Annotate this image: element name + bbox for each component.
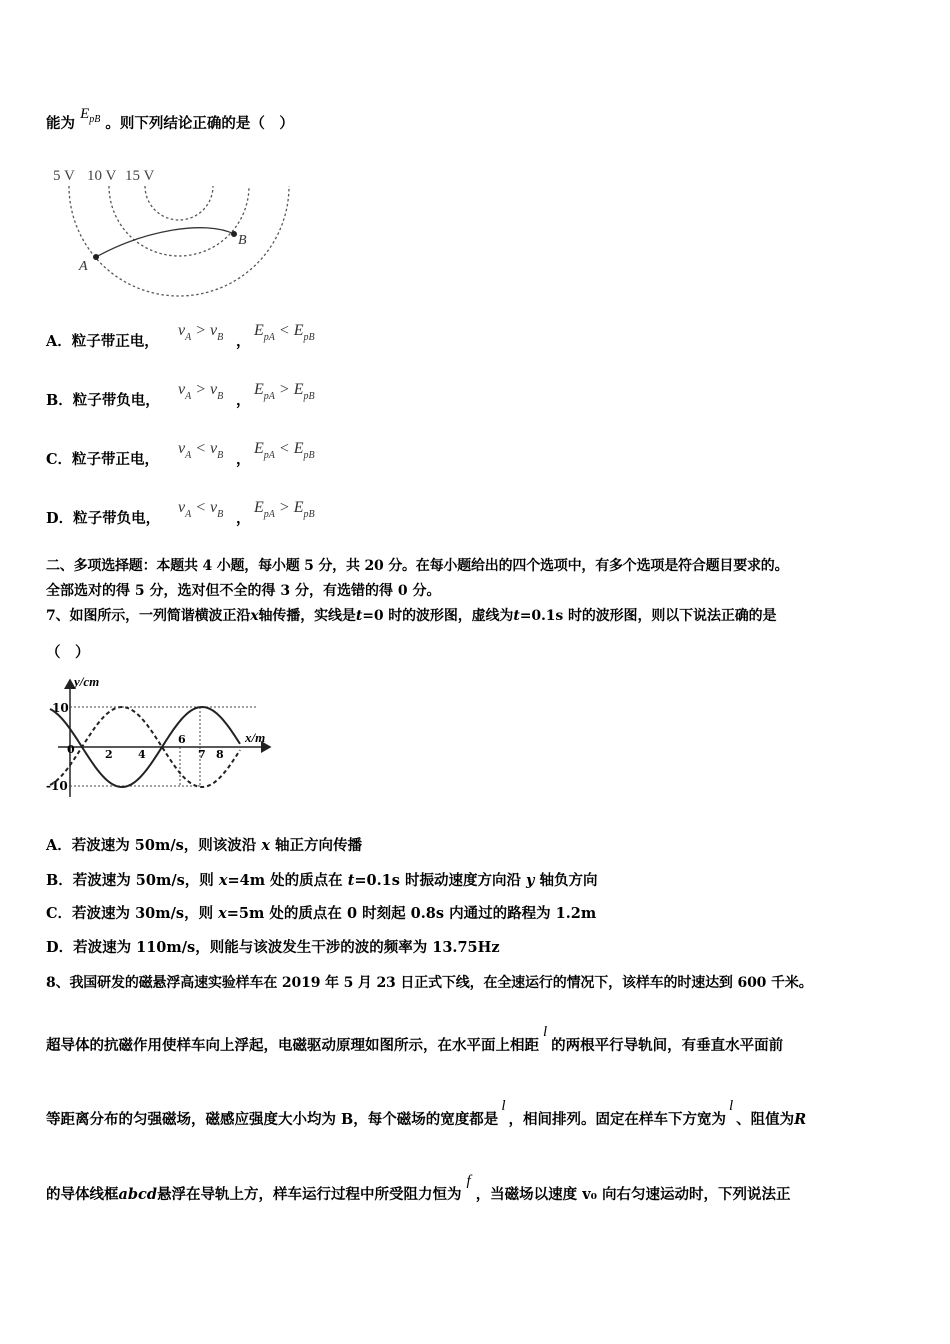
x-axis-label: x/m [245,730,266,745]
label-5v: 5 V [53,168,75,184]
q6-option-a: A．粒子带正电， [46,333,159,350]
q8-line3: 等距离分布的匀强磁场，磁感应强度大小均为 B，每个磁场的宽度都是l，相间排列。固定在样车下方宽为l、阻值为R [46,1098,807,1128]
y-axis-label: y/cm [74,674,100,689]
q7-stem: 7、如图所示，一列简谐横波正沿x轴传播，实线是t=0 时的波形图，虚线为t=0.1s 时的波形图，则以下说法正确的是 [46,608,777,624]
point-a-dot [93,254,99,260]
x-tick-8: 8 [216,748,224,761]
particle-trajectory [96,228,234,257]
q6-option-a-energy: $E_{pA} < E_{pB}$ [254,322,315,343]
q6-option-b-energy: $E_{pA} > E_{pB}$ [254,381,315,402]
label-15v: 15 V [125,168,155,184]
q8-sym-f: f [466,1173,471,1189]
x-tick-2: 2 [105,748,113,761]
q6-option-a-math: $v_A > v_B$ [178,322,224,343]
equipotential-15v [145,186,213,220]
q6-stem [46,106,294,140]
q7-option-b: B．若波速为 50m/s，则 x=4m 处的质点在 t=0.1s 时振动速度方向沿 y 轴负方向 [46,872,598,889]
equipotential-10v [109,186,249,256]
wave-graph [40,672,275,807]
q6-stem-prefix: 能为 [46,115,75,132]
q8-sym-l-2: l [501,1098,506,1114]
y-tick-neg10: -10 [46,779,68,793]
x-tick-4: 4 [138,748,146,761]
q8-line1: 8、我国研发的磁悬浮高速实验样车在 2019 年 5 月 23 日正式下线，在全速运行的情况下，该样车的时速达到 600 千米。 [46,975,813,991]
q8-line4: 的导体线框abcd悬浮在导轨上方，样车运行过程中所受阻力恒为f，当磁场以速度 v₀ 向右匀速运动时，下列说法正 [46,1173,791,1203]
q6-option-c-energy: $E_{pA} < E_{pB}$ [254,440,315,461]
x-tick-7: 7 [198,748,206,761]
q6-option-d: D．粒子带负电， [46,510,161,527]
q8-sym-l-1: l [543,1024,548,1040]
q7-option-a: A．若波速为 50m/s，则该波沿 x 轴正方向传播 [46,837,363,854]
q6-stem-suffix: 。则下列结论正确的是（ ） [105,115,294,132]
q7-option-d: D．若波速为 110m/s，则能与该波发生干涉的波的频率为 13.75Hz [46,939,500,956]
q8-line2: 超导体的抗磁作用使样车向上浮起，电磁驱动原理如图所示，在水平面上相距l的两根平行导轨间，有垂直水平面前 [46,1024,784,1054]
q7-answer-paren: （ ） [46,644,90,661]
x-tick-0: 0 [67,743,75,756]
q8-sym-l-3: l [728,1098,734,1114]
equipotential-5v [69,186,289,296]
q6-option-c: C．粒子带正电， [46,451,160,468]
y-tick-10: 10 [52,701,69,715]
x-tick-6: 6 [178,733,186,746]
q6-option-c-math: $v_A < v_B$ [178,440,224,461]
q6-stem-epb: $E_{pB}$ [80,106,101,125]
label-10v: 10 V [87,168,117,184]
q6-option-b-math: $v_A > v_B$ [178,381,224,402]
section2-heading: 二、多项选择题：本题共 4 小题，每小题 5 分，共 20 分。在每小题给出的四个选项中，有多个选项是符合题目要求的。 [46,558,789,574]
q7-option-c: C．若波速为 30m/s，则 x=5m 处的质点在 0 时刻起 0.8s 内通过的路程为 1.2m [46,905,597,922]
q6-option-d-math: $v_A < v_B$ [178,499,224,520]
section2-scoring: 全部选对的得 5 分，选对但不全的得 3 分，有选错的得 0 分。 [46,583,441,599]
point-a-label: A [79,259,88,274]
point-b-dot [231,231,237,237]
q6-option-b: B．粒子带负电， [46,392,160,409]
q6-option-d-energy: $E_{pA} > E_{pB}$ [254,499,315,520]
equipotential-figure [45,160,305,310]
point-b-label: B [238,233,247,248]
